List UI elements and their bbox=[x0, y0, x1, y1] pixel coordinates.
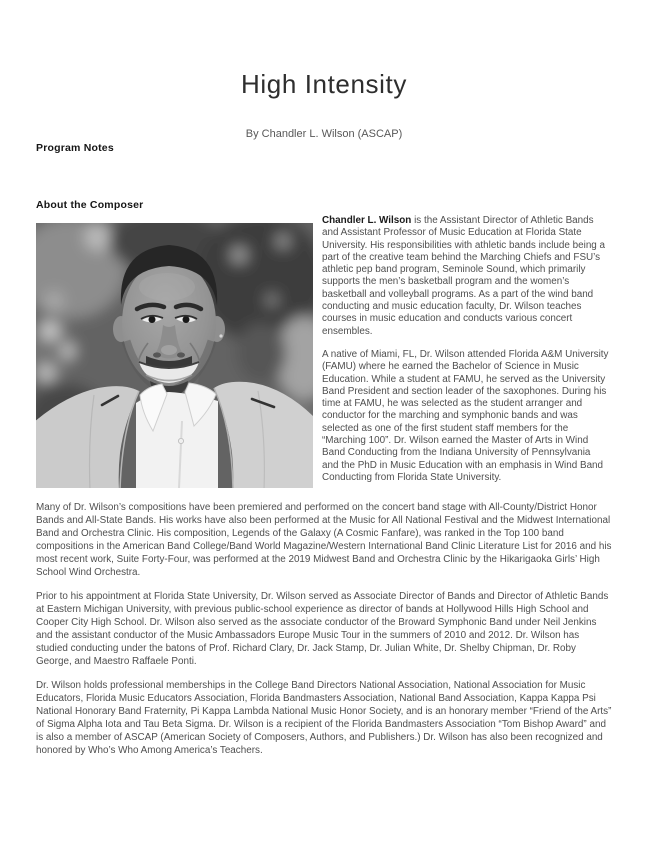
page-title: High Intensity bbox=[241, 69, 407, 99]
bio-full-width bbox=[36, 501, 612, 768]
bio-paragraph-2: A native of Miami, FL, Dr. Wilson attended Florida A&M University (FAMU) where he earned the Bachelor of Science in Music Education. While a student at FAMU, he served as the University Band President and section leader of the saxophones. During his time at FAMU, he was selected as the student arranger and conductor for the marching and symphonic bands and was selected as one of the first student staff members for the “Marching 100”. Dr. Wilson earned the Master of Arts in Wind Band Conducting from the Indiana University of Pennsylvania and the PhD in Music Education with an emphasis in Wind Band Conducting from Florida State University. bbox=[322, 348, 609, 483]
composer-name: Chandler L. Wilson bbox=[322, 215, 412, 226]
composer-jacket bbox=[36, 382, 313, 488]
bio-paragraph-4: Prior to his appointment at Florida State University, Dr. Wilson served as Associate Director of Bands and Director of Athletic Bands at Eastern Michigan University, with previous public-school experience as director of bands at Hollywood Hills High School and Cooper City High School. Dr. Wilson also served as the associate conductor of the Broward Symphonic Band under Neil Jenkins and the assistant conductor of the Music Ambassadors Europe Music Tour in the summers of 2010 and 2012. Dr. Wilson has studied conducting under the batons of Prof. Richard Clary, Dr. Jack Stamp, Dr. Julian White, Dr. Shelby Chipman, Dr. Roby George, and Maestro Raffaele Ponti. bbox=[36, 591, 609, 667]
bio-paragraph-5: Dr. Wilson holds professional memberships in the College Band Directors National Association, National Association for Music Educators, Florida Music Educators Association, Florida Bandmasters Association, National Band Association, Kappa Kappa Psi National Honorary Band Fraternity, Pi Kappa Lambda National Music Honor Society, and is an honorary member “Friend of the Arts” of Sigma Alpha Iota and Tau Beta Sigma. Dr. Wilson is a recipient of the Florida Bandmasters Association “Tom Bishop Award” and is also a member of ASCAP (American Society of Composers, Authors, and Publishers.) Dr. Wilson has also been recognized and honored by Who’s Who Among America’s Teachers. bbox=[36, 680, 612, 756]
composer-photo bbox=[36, 223, 313, 488]
byline: By Chandler L. Wilson (ASCAP) bbox=[245, 128, 403, 140]
bio-paragraph-3: Many of Dr. Wilson’s compositions have been premiered and performed on the concert band stage with All-County/District Honor Bands and All-State Bands. His works have also been performed at the Music for All National Festival and the Midwest International Band and Orchestra Clinic. His composition, Legends of the Galaxy (A Cosmic Fanfare), was ranked in the Top 100 band compositions in the American Band College/Band World Magazine/Western International Band Clinic Literature List for 2016 and his most recent work, Suite Forty-Four, was performed at the 2019 Midwest Band and Orchestra Clinic by the Hikarigaoka Girls’ High School Wind Orchestra. bbox=[36, 502, 612, 578]
bio-column bbox=[322, 215, 609, 495]
section-heading-about-composer: About the Composer bbox=[36, 199, 144, 211]
bio-paragraph-1-text: is the Assistant Director of Athletic Bands and Assistant Professor of Music Education at Florida State University. His responsibilities with athletic bands include being a part of the creative team behind the Marching Chiefs and FSU’s athletic pep band program, Seminole Sound, which primarily supports the men’s basketball program and the women’s basketball and volleyball programs. As a part of the wind band conducting and music education faculty, Dr. Wilson teaches courses in music education and conducts various concert ensembles. bbox=[322, 215, 606, 337]
section-heading-program-notes: Program Notes bbox=[36, 142, 114, 154]
bio-paragraph-1 bbox=[322, 215, 609, 338]
